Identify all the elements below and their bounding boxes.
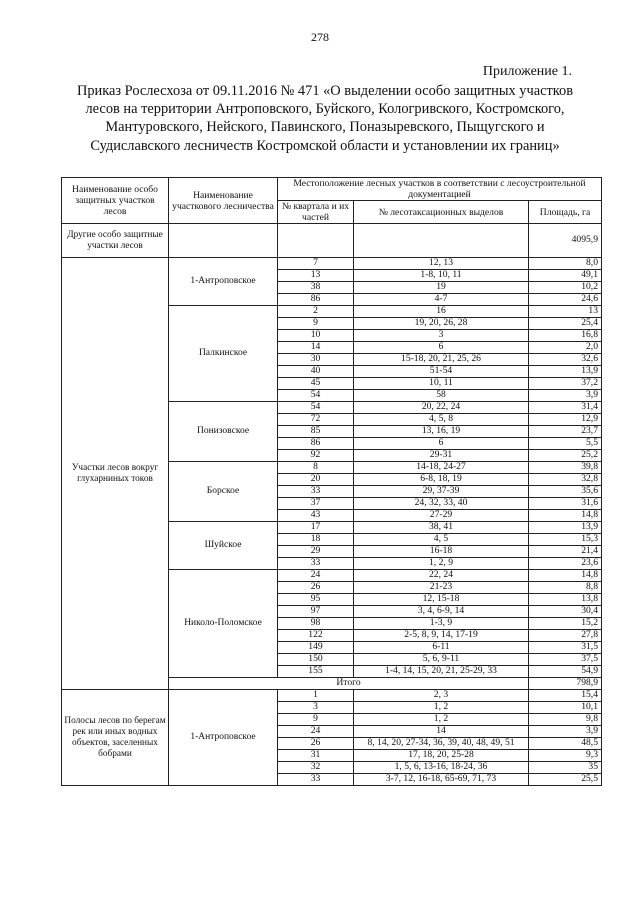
header-allotments: № лесотаксационных выделов: [354, 201, 529, 224]
allotments-cell: 58: [354, 390, 529, 402]
allotments-cell: 1, 2: [354, 702, 529, 714]
area-cell: 25,5: [529, 774, 602, 786]
empty-cell: [278, 224, 354, 258]
allotments-cell: 1, 2, 9: [354, 558, 529, 570]
quarter-cell: 150: [278, 654, 354, 666]
area-cell: 16,8: [529, 330, 602, 342]
table-body: [62, 224, 602, 786]
forestry-name-cell: 1-Антроповское: [169, 258, 278, 306]
quarter-cell: 97: [278, 606, 354, 618]
forestry-name-cell: Понизовское: [169, 402, 278, 462]
area-cell: 2,0: [529, 342, 602, 354]
area-cell: 10,2: [529, 282, 602, 294]
header-location: Местоположение лесных участков в соответствии с лесоустроительной документацией: [278, 178, 602, 201]
quarter-cell: 85: [278, 426, 354, 438]
empty-cell: [169, 224, 278, 258]
area-cell: 13,9: [529, 366, 602, 378]
total-label: Итого: [169, 678, 529, 690]
category-cell: Участки лесов вокруг глухарниных токов: [62, 258, 169, 690]
area-cell: 9,3: [529, 750, 602, 762]
forestry-name-cell: Палкинское: [169, 306, 278, 402]
quarter-cell: 43: [278, 510, 354, 522]
allotments-cell: 2-5, 8, 9, 14, 17-19: [354, 630, 529, 642]
allotments-cell: 13, 16, 19: [354, 426, 529, 438]
allotments-cell: 1-3, 9: [354, 618, 529, 630]
area-cell: 32,6: [529, 354, 602, 366]
area-cell: 14,8: [529, 570, 602, 582]
quarter-cell: 10: [278, 330, 354, 342]
quarter-cell: 24: [278, 570, 354, 582]
allotments-cell: 14: [354, 726, 529, 738]
quarter-cell: 155: [278, 666, 354, 678]
quarter-cell: 7: [278, 258, 354, 270]
quarter-cell: 95: [278, 594, 354, 606]
allotments-cell: 38, 41: [354, 522, 529, 534]
area-cell: 49,1: [529, 270, 602, 282]
area-cell: 31,6: [529, 498, 602, 510]
allotments-cell: 29, 37-39: [354, 486, 529, 498]
allotments-cell: 3: [354, 330, 529, 342]
allotments-cell: 12, 13: [354, 258, 529, 270]
quarter-cell: 122: [278, 630, 354, 642]
header-row-1: [62, 178, 602, 201]
area-cell: 15,3: [529, 534, 602, 546]
allotments-cell: 6: [354, 342, 529, 354]
quarter-cell: 26: [278, 738, 354, 750]
area-cell: 25,2: [529, 450, 602, 462]
quarter-cell: 37: [278, 498, 354, 510]
area-cell: 9,8: [529, 714, 602, 726]
header-quarter: № квартала и их частей: [278, 201, 354, 224]
allotments-cell: 1-4, 14, 15, 20, 21, 25-29, 33: [354, 666, 529, 678]
category-cell: Другие особо защитные участки лесов: [62, 224, 169, 258]
header-forestry: Наименование участкового лесничества: [169, 178, 278, 224]
quarter-cell: 18: [278, 534, 354, 546]
allotments-cell: 14-18, 24-27: [354, 462, 529, 474]
quarter-cell: 98: [278, 618, 354, 630]
area-cell: 5,5: [529, 438, 602, 450]
quarter-cell: 72: [278, 414, 354, 426]
area-cell: 31,5: [529, 642, 602, 654]
header-category: Наименование особо защитных участков лесов: [62, 178, 169, 224]
quarter-cell: 86: [278, 438, 354, 450]
area-cell: 31,4: [529, 402, 602, 414]
quarter-cell: 149: [278, 642, 354, 654]
allotments-cell: 1, 5, 6, 13-16, 18-24, 36: [354, 762, 529, 774]
allotments-cell: 15-18, 20, 21, 25, 26: [354, 354, 529, 366]
area-cell: 12,9: [529, 414, 602, 426]
table-row: [62, 258, 602, 270]
total-value: 798,9: [529, 678, 602, 690]
area-cell: 13,9: [529, 522, 602, 534]
allotments-cell: 8, 14, 20, 27-34, 36, 39, 40, 48, 49, 51: [354, 738, 529, 750]
quarter-cell: 24: [278, 726, 354, 738]
header-area: Площадь, га: [529, 201, 602, 224]
allotments-cell: 12, 15-18: [354, 594, 529, 606]
appendix-label: Приложение 1.: [482, 64, 572, 79]
quarter-cell: 26: [278, 582, 354, 594]
allotments-cell: 1, 2: [354, 714, 529, 726]
allotments-cell: 3, 4, 6-9, 14: [354, 606, 529, 618]
quarter-cell: 45: [278, 378, 354, 390]
area-cell: 39,8: [529, 462, 602, 474]
empty-cell: [354, 224, 529, 258]
allotments-cell: 6: [354, 438, 529, 450]
area-cell: 3,9: [529, 390, 602, 402]
table-row: [62, 690, 602, 702]
area-cell: 24,6: [529, 294, 602, 306]
quarter-cell: 8: [278, 462, 354, 474]
forestry-name-cell: Шуйское: [169, 522, 278, 570]
area-cell: 37,5: [529, 654, 602, 666]
allotments-cell: 4, 5, 8: [354, 414, 529, 426]
area-cell: 3,9: [529, 726, 602, 738]
quarter-cell: 29: [278, 546, 354, 558]
allotments-cell: 27-29: [354, 510, 529, 522]
other-protected-row: [62, 224, 602, 258]
quarter-cell: 30: [278, 354, 354, 366]
area-cell: 13: [529, 306, 602, 318]
quarter-cell: 31: [278, 750, 354, 762]
area-cell: 23,6: [529, 558, 602, 570]
quarter-cell: 33: [278, 558, 354, 570]
quarter-cell: 54: [278, 390, 354, 402]
quarter-cell: 86: [278, 294, 354, 306]
forestry-name-cell: Борское: [169, 462, 278, 522]
allotments-cell: 4-7: [354, 294, 529, 306]
page-number: 278: [311, 30, 329, 44]
allotments-cell: 6-11: [354, 642, 529, 654]
allotments-cell: 1-8, 10, 11: [354, 270, 529, 282]
allotments-cell: 3-7, 12, 16-18, 65-69, 71, 73: [354, 774, 529, 786]
quarter-cell: 2: [278, 306, 354, 318]
quarter-cell: 9: [278, 318, 354, 330]
category-cell: Полосы лесов по берегам рек или иных водных объектов, заселенных бобрами: [62, 690, 169, 786]
allotments-cell: 6-8, 18, 19: [354, 474, 529, 486]
forestry-name-cell: Николо-Поломское: [169, 570, 278, 678]
area-cell: 8,0: [529, 258, 602, 270]
area-cell: 15,4: [529, 690, 602, 702]
allotments-cell: 19, 20, 26, 28: [354, 318, 529, 330]
area-cell: 15,2: [529, 618, 602, 630]
area-cell: 35: [529, 762, 602, 774]
quarter-cell: 1: [278, 690, 354, 702]
allotments-cell: 20, 22, 24: [354, 402, 529, 414]
area-cell: 8,8: [529, 582, 602, 594]
allotments-cell: 21-23: [354, 582, 529, 594]
area-cell: 25,4: [529, 318, 602, 330]
area-cell: 23,7: [529, 426, 602, 438]
quarter-cell: 54: [278, 402, 354, 414]
allotments-cell: 10, 11: [354, 378, 529, 390]
forestry-name-cell: 1-Антроповское: [169, 690, 278, 786]
quarter-cell: 20: [278, 474, 354, 486]
allotments-cell: 16-18: [354, 546, 529, 558]
quarter-cell: 32: [278, 762, 354, 774]
area-cell: 14,8: [529, 510, 602, 522]
area-cell: 4095,9: [529, 224, 602, 258]
area-cell: 21,4: [529, 546, 602, 558]
quarter-cell: 33: [278, 486, 354, 498]
document-title: Приказ Рослесхоза от 09.11.2016 № 471 «О выделении особо защитных участков лесов на территории Антроповского, Буйского, Кологривского, Костромского, Мантуровского, Нейского, Павинского, Поназыревского, Пыщугского и Судиславского лесничеств Костромской области и установлении их границ»: [76, 83, 574, 154]
quarter-cell: 38: [278, 282, 354, 294]
quarter-cell: 40: [278, 366, 354, 378]
allotments-cell: 24, 32, 33, 40: [354, 498, 529, 510]
allotments-cell: 2, 3: [354, 690, 529, 702]
allotments-cell: 29-31: [354, 450, 529, 462]
allotments-cell: 4, 5: [354, 534, 529, 546]
area-cell: 37,2: [529, 378, 602, 390]
allotments-cell: 19: [354, 282, 529, 294]
area-cell: 27,8: [529, 630, 602, 642]
quarter-cell: 33: [278, 774, 354, 786]
quarter-cell: 13: [278, 270, 354, 282]
quarter-cell: 9: [278, 714, 354, 726]
area-cell: 35,6: [529, 486, 602, 498]
allotments-cell: 51-54: [354, 366, 529, 378]
forest-areas-table: [61, 177, 602, 786]
area-cell: 30,4: [529, 606, 602, 618]
quarter-cell: 3: [278, 702, 354, 714]
allotments-cell: 16: [354, 306, 529, 318]
quarter-cell: 17: [278, 522, 354, 534]
area-cell: 32,8: [529, 474, 602, 486]
area-cell: 54,9: [529, 666, 602, 678]
allotments-cell: 17, 18, 20, 25-28: [354, 750, 529, 762]
allotments-cell: 5, 6, 9-11: [354, 654, 529, 666]
area-cell: 10,1: [529, 702, 602, 714]
quarter-cell: 92: [278, 450, 354, 462]
allotments-cell: 22, 24: [354, 570, 529, 582]
quarter-cell: 14: [278, 342, 354, 354]
area-cell: 48,5: [529, 738, 602, 750]
area-cell: 13,8: [529, 594, 602, 606]
